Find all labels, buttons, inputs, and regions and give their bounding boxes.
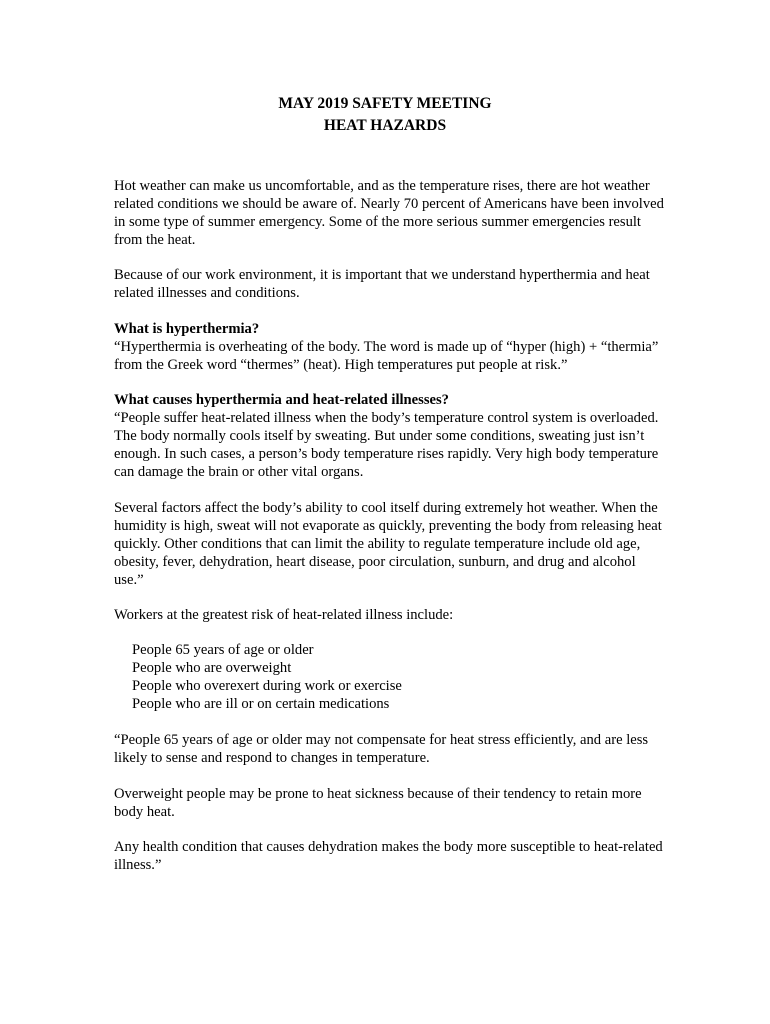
overweight-paragraph: Overweight people may be prone to heat sickness because of their tendency to retain more body heat.	[114, 786, 642, 820]
section-heading: What is hyperthermia?	[114, 321, 260, 337]
elderly-paragraph: “People 65 years of age or older may not compensate for heat stress efficiently, and are less likely to sense and respond to changes in temperature.	[114, 732, 649, 766]
factors-paragraph: Several factors affect the body’s ability to cool itself during extremely hot weather. When the humidity is high, sweat will not evaporate as quickly, preventing the body from releasing heat quickly. Other conditions that can limit the ability to regulate temperature include old age, obesity, fever, dehydration, heart disease, poor circulation, sunburn, and drug and alcohol use.”	[114, 500, 662, 588]
environment-paragraph: Because of our work environment, it is important that we understand hyperthermia and heat related illnesses and conditions.	[114, 267, 650, 301]
intro-paragraph: Hot weather can make us uncomfortable, and as the temperature rises, there are hot weather related conditions we should be aware of. Nearly 70 percent of Americans have been involved in some type of summer emergency. Some of the more serious summer emergencies result from the heat.	[114, 178, 664, 248]
document-subtitle: HEAT HAZARDS	[323, 117, 447, 134]
risk-intro-paragraph: Workers at the greatest risk of heat-related illness include:	[114, 607, 454, 623]
dehydration-paragraph: Any health condition that causes dehydration makes the body more susceptible to heat-related illness.”	[114, 839, 663, 873]
section-hyperthermia	[114, 320, 664, 374]
section-body: “People suffer heat-related illness when the body’s temperature control system is overloaded. The body normally cools itself by sweating. But under some conditions, sweating just isn’t enough. In such cases, a person’s body temperature rises rapidly. Very high body temperature can damage the brain or other vital organs.	[114, 410, 659, 480]
list-item: People who are ill or on certain medications	[132, 696, 390, 712]
list-item: People 65 years of age or older	[132, 642, 314, 658]
section-heading: What causes hyperthermia and heat-related illnesses?	[114, 392, 449, 408]
risk-list	[132, 641, 652, 713]
document-title: MAY 2019 SAFETY MEETING	[278, 95, 492, 112]
section-body: “Hyperthermia is overheating of the body. The word is made up of “hyper (high) + “thermia” from the Greek word “thermes” (heat). High temperatures put people at risk.”	[114, 339, 659, 373]
list-item: People who are overweight	[132, 660, 292, 676]
list-item: People who overexert during work or exercise	[132, 678, 402, 694]
section-causes	[114, 391, 664, 481]
